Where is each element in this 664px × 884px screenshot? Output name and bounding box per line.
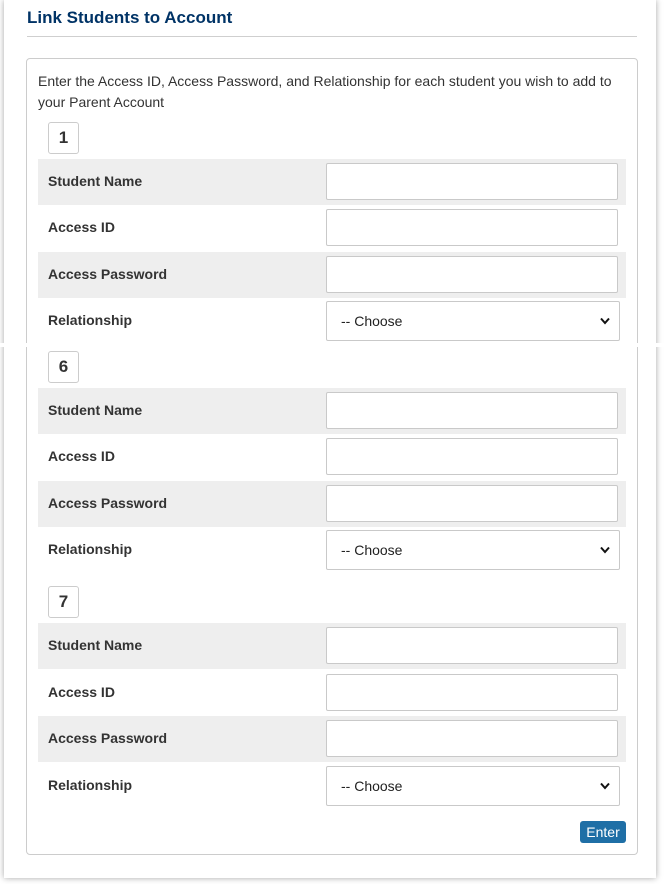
access-password-label: Access Password [48,266,168,282]
relationship-label: Relationship [48,777,133,793]
relationship-select-value: -- Choose [341,778,403,794]
relationship-select[interactable] [326,301,620,341]
student-name-row [38,623,626,669]
relationship-row [38,763,626,809]
access-id-input[interactable] [326,674,618,711]
student-name-row [38,159,626,205]
relationship-select-value: -- Choose [341,542,403,558]
link-students-panel [26,58,638,855]
access-id-row [38,205,626,251]
relationship-row [38,527,626,573]
student-name-label: Student Name [48,637,143,653]
relationship-label: Relationship [48,312,133,328]
student-number-badge: 1 [48,122,79,154]
relationship-label: Relationship [48,541,133,557]
access-id-label: Access ID [48,219,115,235]
screenshot-seam [0,343,664,347]
enter-button[interactable]: Enter [580,821,626,843]
access-id-input[interactable] [326,438,618,475]
title-divider [27,36,637,37]
page-title: Link Students to Account [27,8,233,27]
access-password-input[interactable] [326,720,618,757]
student-name-input[interactable] [326,392,618,429]
chevron-down-icon [600,317,610,325]
student-name-input[interactable] [326,163,618,200]
chevron-down-icon [600,546,610,554]
access-id-label: Access ID [48,684,115,700]
access-password-label: Access Password [48,730,168,746]
student-name-label: Student Name [48,402,143,418]
access-id-label: Access ID [48,448,115,464]
access-password-row [38,716,626,762]
relationship-select-value: -- Choose [341,313,403,329]
page-container [4,0,656,878]
student-name-input[interactable] [326,627,618,664]
instructions-text: Enter the Access ID, Access Password, and Relationship for each student you wish to add to your Parent Account [38,73,612,110]
access-password-row [38,481,626,527]
access-id-row [38,670,626,716]
student-name-label: Student Name [48,173,143,189]
relationship-select[interactable] [326,766,620,806]
access-password-input[interactable] [326,256,618,293]
student-number-badge: 7 [48,586,79,618]
student-number-badge: 6 [48,351,79,383]
relationship-select[interactable] [326,530,620,570]
access-password-input[interactable] [326,485,618,522]
access-id-input[interactable] [326,209,618,246]
access-id-row [38,434,626,480]
chevron-down-icon [600,782,610,790]
relationship-row [38,298,626,344]
access-password-label: Access Password [48,495,168,511]
access-password-row [38,252,626,298]
student-name-row [38,388,626,434]
